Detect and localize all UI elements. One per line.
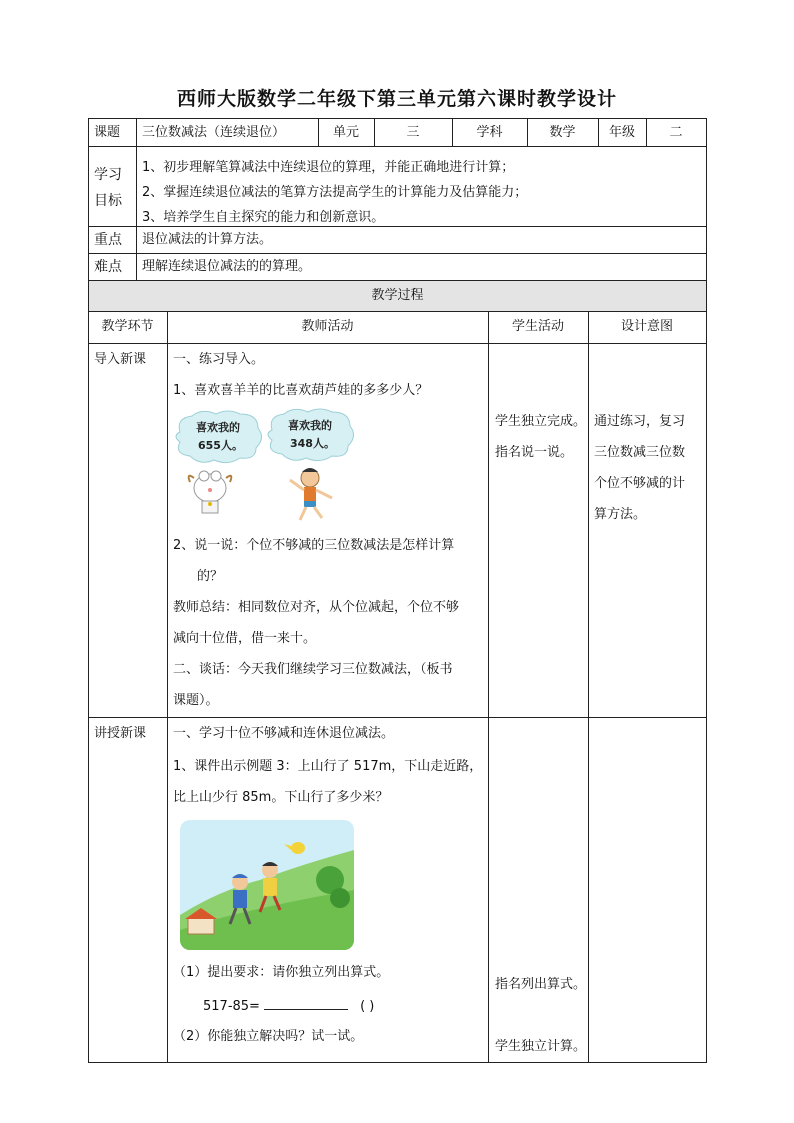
unit-paren: ( ) — [360, 999, 375, 1014]
bird-icon — [284, 842, 305, 854]
teacher-line: 的？ — [197, 569, 224, 584]
teacher-line: 一、学习十位不够减和连休退位减法。 — [173, 726, 395, 741]
goals-list — [142, 155, 527, 230]
design-intent: 算方法。 — [594, 507, 647, 522]
page-title: 西师大版数学二年级下第三单元第六课时教学设计 — [176, 88, 617, 110]
bubble-left-line2: 655人。 — [198, 439, 243, 452]
bubble-right-shape — [268, 409, 354, 461]
sheep-icon — [189, 471, 232, 513]
key-point-label: 重点 — [94, 232, 122, 248]
student-activity: 学生独立计算。 — [495, 1039, 587, 1054]
difficulty-label: 难点 — [94, 259, 122, 275]
student-activity: 指名说一说。 — [495, 445, 574, 460]
stage-intro: 导入新课 — [94, 352, 147, 367]
mountain-svg — [180, 820, 354, 950]
subject-label: 学科 — [476, 125, 503, 140]
teacher-line: 课题）。 — [173, 693, 219, 708]
intro-illustration — [172, 408, 372, 528]
design-intent: 三位数减三位数 — [594, 445, 686, 460]
unit-label: 单元 — [332, 125, 359, 140]
teacher-line: 二、谈话：今天我们继续学习三位数减法，（板书 — [173, 662, 453, 677]
bubble-left-shape — [176, 411, 262, 463]
bubble-right-line2: 348人。 — [290, 437, 335, 450]
col-header-stage: 教学环节 — [101, 319, 154, 334]
design-intent: 个位不够减的计 — [594, 476, 686, 491]
formula: 517-85= — [203, 999, 260, 1014]
goals-label-2: 目标 — [94, 193, 122, 209]
bubble-right-line1: 喜欢我的 — [288, 419, 332, 432]
col-header-teacher: 教师活动 — [301, 319, 354, 334]
formula-line — [203, 997, 374, 1015]
stage-new-lesson: 讲授新课 — [94, 726, 147, 741]
teacher-line: 1、喜欢喜羊羊的比喜欢葫芦娃的多多少人？ — [173, 383, 429, 398]
goal-item: 1、初步理解笔算减法中连续退位的算理，并能正确地进行计算； — [142, 160, 515, 175]
student-activity: 学生独立完成。 — [495, 414, 587, 429]
process-header: 教学过程 — [371, 288, 424, 303]
teacher-line: 2、说一说：个位不够减的三位数减法是怎样计算 — [173, 538, 455, 553]
teacher-line: 教师总结：相同数位对齐，从个位减起，个位不够 — [173, 600, 460, 615]
unit-value: 三 — [406, 125, 420, 140]
goal-item: 3、培养学生自主探究的能力和创新意识。 — [142, 210, 385, 225]
goals-label-1: 学习 — [94, 167, 122, 183]
requirement-1: （1）提出要求：请你独立列出算式。 — [173, 965, 390, 980]
teacher-line: 比上山少行 85m。下山行了多少米？ — [173, 790, 389, 805]
mountain-illustration — [180, 820, 354, 950]
key-point-value: 退位减法的计算方法。 — [142, 232, 273, 247]
requirement-2: （2）你能独立解决吗？试一试。 — [173, 1029, 364, 1044]
design-intent: 通过练习，复习 — [594, 414, 686, 429]
gourd-boy-icon — [290, 468, 332, 520]
answer-blank — [264, 997, 348, 1010]
col-header-intent: 设计意图 — [620, 319, 673, 334]
goal-item: 2、掌握连续退位减法的笔算方法提高学生的计算能力及估算能力； — [142, 185, 528, 200]
student-activity: 指名列出算式。 — [495, 977, 587, 992]
difficulty-value: 理解连续退位减法的的算理。 — [142, 259, 312, 274]
grade-value: 二 — [669, 125, 683, 140]
topic-value: 三位数减法（连续退位） — [142, 125, 286, 140]
col-header-student: 学生活动 — [511, 319, 564, 334]
topic-label: 课题 — [94, 125, 121, 140]
teacher-line: 1、课件出示例题 3：上山行了 517m，下山走近路， — [173, 759, 483, 774]
teacher-line: 减向十位借，借一来十。 — [173, 631, 317, 646]
teacher-line: 一、练习导入。 — [173, 352, 265, 367]
grade-label: 年级 — [608, 125, 635, 140]
bubble-left-line1: 喜欢我的 — [196, 421, 240, 434]
subject-value: 数学 — [549, 125, 576, 140]
